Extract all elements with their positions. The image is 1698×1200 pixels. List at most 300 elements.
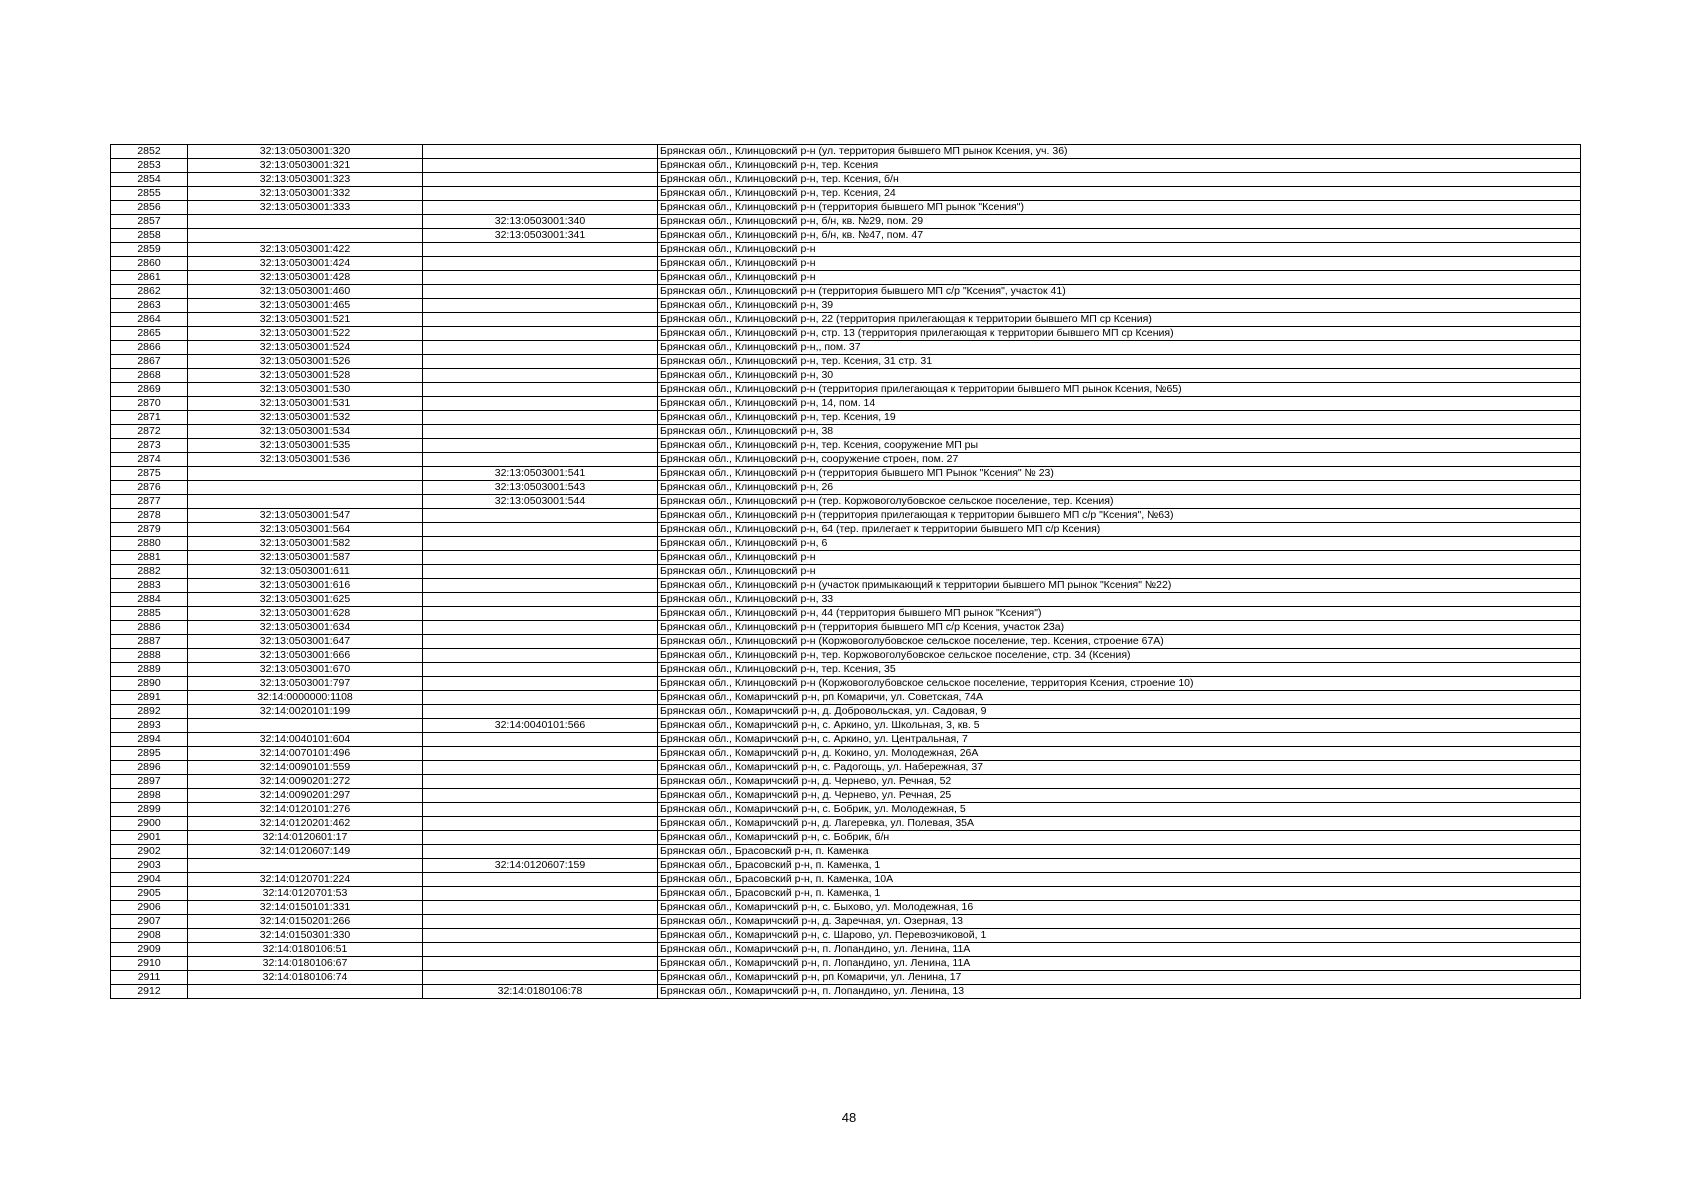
table-row [111,495,1581,509]
address-cell: Брянская обл., Комаричский р-н, рп Комаричи, ул. Советская, 74А [658,691,1581,705]
row-number-cell: 2857 [111,215,188,229]
address-cell: Брянская обл., Клинцовский р-н (территория бывшего МП с/р "Ксения", участок 41) [658,285,1581,299]
address-cell: Брянская обл., Клинцовский р-н [658,551,1581,565]
cadastral-number-cell: 32:14:0180106:67 [188,957,423,971]
row-number-cell: 2867 [111,355,188,369]
row-number-cell: 2873 [111,439,188,453]
cadastral-number-alt-cell [423,397,658,411]
cadastral-number-alt-cell [423,831,658,845]
row-number-cell: 2866 [111,341,188,355]
address-cell: Брянская обл., Клинцовский р-н,, пом. 37 [658,341,1581,355]
cadastral-number-alt-cell [423,943,658,957]
address-cell: Брянская обл., Клинцовский р-н, 6 [658,537,1581,551]
page-number: 48 [841,1110,857,1125]
cadastral-number-cell: 32:13:0503001:625 [188,593,423,607]
table-row [111,201,1581,215]
cadastral-number-alt-cell [423,243,658,257]
table-row [111,383,1581,397]
cadastral-number-alt-cell [423,285,658,299]
row-number-cell: 2854 [111,173,188,187]
table-row [111,327,1581,341]
address-cell: Брянская обл., Клинцовский р-н, 64 (тер. прилегает к территории бывшего МП с/р Ксения) [658,523,1581,537]
cadastral-number-cell: 32:14:0120607:149 [188,845,423,859]
address-cell: Брянская обл., Клинцовский р-н [658,243,1581,257]
cadastral-number-cell: 32:13:0503001:536 [188,453,423,467]
cadastral-number-cell: 32:13:0503001:582 [188,537,423,551]
cadastral-number-cell: 32:13:0503001:670 [188,663,423,677]
table-row [111,859,1581,873]
cadastral-number-cell: 32:13:0503001:428 [188,271,423,285]
row-number-cell: 2892 [111,705,188,719]
cadastral-table [110,144,1581,999]
table-row [111,719,1581,733]
table-row [111,397,1581,411]
table-row [111,355,1581,369]
cadastral-number-alt-cell: 32:13:0503001:544 [423,495,658,509]
cadastral-number-alt-cell [423,369,658,383]
cadastral-number-cell: 32:14:0000000:1108 [188,691,423,705]
table-row [111,789,1581,803]
address-cell: Брянская обл., Клинцовский р-н, тер. Ксения [658,159,1581,173]
cadastral-number-alt-cell [423,537,658,551]
table-row [111,691,1581,705]
address-cell: Брянская обл., Клинцовский р-н (тер. Коржовоголубовское сельское поселение, тер. Ксения) [658,495,1581,509]
cadastral-number-cell: 32:13:0503001:320 [188,145,423,159]
address-cell: Брянская обл., Брасовский р-н, п. Каменка, 1 [658,887,1581,901]
table-row [111,467,1581,481]
table-row [111,173,1581,187]
address-cell: Брянская обл., Клинцовский р-н (Коржовоголубовское сельское поселение, тер. Ксения, строение 67А) [658,635,1581,649]
row-number-cell: 2852 [111,145,188,159]
row-number-cell: 2886 [111,621,188,635]
cadastral-number-alt-cell [423,929,658,943]
row-number-cell: 2885 [111,607,188,621]
row-number-cell: 2853 [111,159,188,173]
address-cell: Брянская обл., Брасовский р-н, п. Каменка, 10А [658,873,1581,887]
address-cell: Брянская обл., Клинцовский р-н (территория бывшего МП рынок "Ксения") [658,201,1581,215]
table-row [111,705,1581,719]
row-number-cell: 2879 [111,523,188,537]
cadastral-number-alt-cell [423,607,658,621]
row-number-cell: 2869 [111,383,188,397]
row-number-cell: 2858 [111,229,188,243]
cadastral-number-cell: 32:13:0503001:628 [188,607,423,621]
address-cell: Брянская обл., Клинцовский р-н (участок примыкающий к территории бывшего МП рынок "Ксения" №22) [658,579,1581,593]
cadastral-number-cell: 32:13:0503001:535 [188,439,423,453]
row-number-cell: 2902 [111,845,188,859]
table-row [111,313,1581,327]
cadastral-number-cell [188,215,423,229]
cadastral-number-alt-cell [423,789,658,803]
table-row [111,369,1581,383]
cadastral-number-cell: 32:13:0503001:465 [188,299,423,313]
table-row [111,761,1581,775]
table-row [111,285,1581,299]
address-cell: Брянская обл., Комаричский р-н, с. Аркино, ул. Школьная, 3, кв. 5 [658,719,1581,733]
row-number-cell: 2901 [111,831,188,845]
row-number-cell: 2884 [111,593,188,607]
row-number-cell: 2876 [111,481,188,495]
table-row [111,803,1581,817]
row-number-cell: 2871 [111,411,188,425]
address-cell: Брянская обл., Клинцовский р-н, 38 [658,425,1581,439]
cadastral-number-cell: 32:13:0503001:333 [188,201,423,215]
table-row [111,845,1581,859]
table-row [111,411,1581,425]
cadastral-number-alt-cell [423,341,658,355]
cadastral-number-alt-cell [423,705,658,719]
row-number-cell: 2904 [111,873,188,887]
table-body [111,145,1581,999]
address-cell: Брянская обл., Комаричский р-н, п. Лопандино, ул. Ленина, 13 [658,985,1581,999]
row-number-cell: 2898 [111,789,188,803]
table-row [111,439,1581,453]
table-row [111,985,1581,999]
row-number-cell: 2907 [111,915,188,929]
address-cell: Брянская обл., Клинцовский р-н (территория прилегающая к территории бывшего МП с/р "Ксения", №63) [658,509,1581,523]
cadastral-number-cell [188,495,423,509]
cadastral-number-alt-cell [423,523,658,537]
cadastral-number-alt-cell [423,817,658,831]
table-row [111,215,1581,229]
cadastral-number-cell: 32:13:0503001:521 [188,313,423,327]
row-number-cell: 2861 [111,271,188,285]
cadastral-number-cell [188,467,423,481]
table-row [111,817,1581,831]
row-number-cell: 2880 [111,537,188,551]
cadastral-number-cell: 32:14:0020101:199 [188,705,423,719]
cadastral-number-alt-cell [423,691,658,705]
table-row [111,831,1581,845]
table-row [111,243,1581,257]
address-cell: Брянская обл., Брасовский р-н, п. Каменка, 1 [658,859,1581,873]
row-number-cell: 2859 [111,243,188,257]
row-number-cell: 2872 [111,425,188,439]
cadastral-number-cell: 32:13:0503001:587 [188,551,423,565]
table-row [111,159,1581,173]
cadastral-number-alt-cell [423,649,658,663]
cadastral-number-cell: 32:13:0503001:531 [188,397,423,411]
row-number-cell: 2877 [111,495,188,509]
cadastral-number-alt-cell [423,747,658,761]
row-number-cell: 2855 [111,187,188,201]
row-number-cell: 2865 [111,327,188,341]
row-number-cell: 2883 [111,579,188,593]
address-cell: Брянская обл., Комаричский р-н, с. Радогощь, ул. Набережная, 37 [658,761,1581,775]
table-row [111,271,1581,285]
row-number-cell: 2897 [111,775,188,789]
row-number-cell: 2882 [111,565,188,579]
address-cell: Брянская обл., Клинцовский р-н (ул. территория бывшего МП рынок Ксения, уч. 36) [658,145,1581,159]
table-row [111,523,1581,537]
cadastral-number-cell: 32:14:0120201:462 [188,817,423,831]
table-row [111,747,1581,761]
cadastral-number-alt-cell: 32:13:0503001:543 [423,481,658,495]
row-number-cell: 2893 [111,719,188,733]
cadastral-number-cell: 32:13:0503001:422 [188,243,423,257]
cadastral-number-cell: 32:14:0040101:604 [188,733,423,747]
table-row [111,299,1581,313]
address-cell: Брянская обл., Клинцовский р-н, б/н, кв. №47, пом. 47 [658,229,1581,243]
table-row [111,621,1581,635]
row-number-cell: 2911 [111,971,188,985]
cadastral-number-alt-cell [423,299,658,313]
cadastral-number-alt-cell: 32:13:0503001:340 [423,215,658,229]
address-cell: Брянская обл., Клинцовский р-н, тер. Ксения, 19 [658,411,1581,425]
address-cell: Брянская обл., Комаричский р-н, д. Чернево, ул. Речная, 52 [658,775,1581,789]
table-row [111,509,1581,523]
row-number-cell: 2878 [111,509,188,523]
address-cell: Брянская обл., Клинцовский р-н [658,565,1581,579]
cadastral-number-alt-cell [423,901,658,915]
table-row [111,579,1581,593]
table-row [111,957,1581,971]
row-number-cell: 2888 [111,649,188,663]
cadastral-number-alt-cell [423,887,658,901]
address-cell: Брянская обл., Клинцовский р-н, 33 [658,593,1581,607]
cadastral-number-cell: 32:14:0090201:297 [188,789,423,803]
cadastral-number-cell [188,985,423,999]
row-number-cell: 2906 [111,901,188,915]
address-cell: Брянская обл., Комаричский р-н, рп Комаричи, ул. Ленина, 17 [658,971,1581,985]
cadastral-number-alt-cell [423,733,658,747]
address-cell: Брянская обл., Клинцовский р-н, тер. Ксения, 35 [658,663,1581,677]
cadastral-number-alt-cell [423,509,658,523]
cadastral-number-cell: 32:13:0503001:321 [188,159,423,173]
table-row [111,649,1581,663]
cadastral-number-alt-cell [423,173,658,187]
row-number-cell: 2910 [111,957,188,971]
cadastral-number-cell: 32:13:0503001:528 [188,369,423,383]
table-row [111,425,1581,439]
address-cell: Брянская обл., Клинцовский р-н, 30 [658,369,1581,383]
cadastral-number-alt-cell [423,873,658,887]
cadastral-number-alt-cell [423,425,658,439]
table-row [111,453,1581,467]
cadastral-number-alt-cell [423,915,658,929]
cadastral-number-alt-cell [423,761,658,775]
address-cell: Брянская обл., Клинцовский р-н, 14, пом. 14 [658,397,1581,411]
cadastral-number-alt-cell [423,313,658,327]
table-row [111,607,1581,621]
address-cell: Брянская обл., Клинцовский р-н, тер. Коржовоголубовское сельское поселение, стр. 34 (Ксения) [658,649,1581,663]
address-cell: Брянская обл., Клинцовский р-н [658,271,1581,285]
cadastral-number-alt-cell [423,439,658,453]
cadastral-number-cell: 32:13:0503001:424 [188,257,423,271]
cadastral-number-alt-cell [423,635,658,649]
cadastral-number-cell: 32:13:0503001:323 [188,173,423,187]
cadastral-number-cell: 32:14:0150201:266 [188,915,423,929]
row-number-cell: 2856 [111,201,188,215]
row-number-cell: 2860 [111,257,188,271]
cadastral-number-cell: 32:13:0503001:564 [188,523,423,537]
row-number-cell: 2864 [111,313,188,327]
address-cell: Брянская обл., Комаричский р-н, с. Быхово, ул. Молодежная, 16 [658,901,1581,915]
table-row [111,481,1581,495]
cadastral-number-cell: 32:14:0150301:330 [188,929,423,943]
row-number-cell: 2903 [111,859,188,873]
cadastral-number-alt-cell [423,677,658,691]
row-number-cell: 2891 [111,691,188,705]
cadastral-number-cell: 32:14:0120601:17 [188,831,423,845]
cadastral-number-alt-cell [423,971,658,985]
row-number-cell: 2908 [111,929,188,943]
row-number-cell: 2894 [111,733,188,747]
address-cell: Брянская обл., Клинцовский р-н [658,257,1581,271]
row-number-cell: 2887 [111,635,188,649]
table-row [111,943,1581,957]
cadastral-number-cell: 32:13:0503001:532 [188,411,423,425]
table-row [111,257,1581,271]
address-cell: Брянская обл., Клинцовский р-н (территория бывшего МП с/р Ксения, участок 23а) [658,621,1581,635]
cadastral-number-cell: 32:13:0503001:460 [188,285,423,299]
table-row [111,901,1581,915]
cadastral-number-alt-cell [423,621,658,635]
table-row [111,733,1581,747]
cadastral-number-alt-cell: 32:13:0503001:341 [423,229,658,243]
cadastral-number-cell: 32:13:0503001:526 [188,355,423,369]
row-number-cell: 2909 [111,943,188,957]
table-row [111,915,1581,929]
cadastral-number-cell: 32:13:0503001:611 [188,565,423,579]
row-number-cell: 2905 [111,887,188,901]
row-number-cell: 2889 [111,663,188,677]
cadastral-number-alt-cell [423,271,658,285]
cadastral-number-alt-cell: 32:14:0120607:159 [423,859,658,873]
cadastral-number-cell: 32:14:0090101:559 [188,761,423,775]
cadastral-number-cell: 32:13:0503001:666 [188,649,423,663]
cadastral-number-cell: 32:14:0120101:276 [188,803,423,817]
cadastral-number-cell: 32:14:0150101:331 [188,901,423,915]
row-number-cell: 2900 [111,817,188,831]
cadastral-number-cell: 32:13:0503001:332 [188,187,423,201]
cadastral-number-cell: 32:13:0503001:547 [188,509,423,523]
cadastral-number-alt-cell: 32:14:0180106:78 [423,985,658,999]
row-number-cell: 2899 [111,803,188,817]
cadastral-number-alt-cell [423,453,658,467]
cadastral-number-alt-cell [423,145,658,159]
address-cell: Брянская обл., Комаричский р-н, д. Чернево, ул. Речная, 25 [658,789,1581,803]
cadastral-number-cell: 32:13:0503001:634 [188,621,423,635]
address-cell: Брянская обл., Комаричский р-н, д. Кокино, ул. Молодежная, 26А [658,747,1581,761]
address-cell: Брянская обл., Комаричский р-н, д. Лагеревка, ул. Полевая, 35А [658,817,1581,831]
address-cell: Брянская обл., Клинцовский р-н, тер. Ксения, 31 стр. 31 [658,355,1581,369]
cadastral-number-alt-cell [423,565,658,579]
address-cell: Брянская обл., Клинцовский р-н, 39 [658,299,1581,313]
cadastral-number-alt-cell [423,663,658,677]
address-cell: Брянская обл., Клинцовский р-н, тер. Ксения, 24 [658,187,1581,201]
cadastral-number-alt-cell [423,187,658,201]
cadastral-number-cell: 32:14:0090201:272 [188,775,423,789]
cadastral-number-alt-cell [423,327,658,341]
row-number-cell: 2874 [111,453,188,467]
cadastral-number-cell: 32:13:0503001:530 [188,383,423,397]
table-row [111,663,1581,677]
row-number-cell: 2881 [111,551,188,565]
cadastral-number-alt-cell [423,803,658,817]
address-cell: Брянская обл., Клинцовский р-н, тер. Ксения, б/н [658,173,1581,187]
cadastral-number-alt-cell [423,775,658,789]
address-cell: Брянская обл., Комаричский р-н, д. Добровольская, ул. Садовая, 9 [658,705,1581,719]
cadastral-number-alt-cell [423,201,658,215]
cadastral-number-cell: 32:14:0180106:74 [188,971,423,985]
cadastral-number-cell: 32:13:0503001:797 [188,677,423,691]
table-row [111,971,1581,985]
address-cell: Брянская обл., Комаричский р-н, с. Бобрик, б/н [658,831,1581,845]
address-cell: Брянская обл., Комаричский р-н, с. Аркино, ул. Центральная, 7 [658,733,1581,747]
address-cell: Брянская обл., Комаричский р-н, д. Заречная, ул. Озерная, 13 [658,915,1581,929]
cadastral-number-alt-cell [423,411,658,425]
address-cell: Брянская обл., Клинцовский р-н, 44 (территория бывшего МП рынок "Ксения") [658,607,1581,621]
cadastral-number-cell: 32:14:0120701:53 [188,887,423,901]
row-number-cell: 2896 [111,761,188,775]
cadastral-number-cell: 32:13:0503001:534 [188,425,423,439]
cadastral-number-cell: 32:14:0070101:496 [188,747,423,761]
table-row [111,593,1581,607]
table-row [111,537,1581,551]
table-row [111,187,1581,201]
row-number-cell: 2868 [111,369,188,383]
row-number-cell: 2863 [111,299,188,313]
row-number-cell: 2890 [111,677,188,691]
address-cell: Брянская обл., Клинцовский р-н, сооружение строен, пом. 27 [658,453,1581,467]
table-row [111,929,1581,943]
table-row [111,677,1581,691]
address-cell: Брянская обл., Комаричский р-н, п. Лопандино, ул. Ленина, 11А [658,943,1581,957]
row-number-cell: 2895 [111,747,188,761]
cadastral-number-alt-cell [423,383,658,397]
cadastral-number-cell [188,719,423,733]
address-cell: Брянская обл., Комаричский р-н, с. Шарово, ул. Перевозчиковой, 1 [658,929,1581,943]
cadastral-number-alt-cell: 32:14:0040101:566 [423,719,658,733]
table-row [111,887,1581,901]
address-cell: Брянская обл., Комаричский р-н, с. Бобрик, ул. Молодежная, 5 [658,803,1581,817]
cadastral-number-cell: 32:14:0180106:51 [188,943,423,957]
cadastral-number-alt-cell [423,593,658,607]
table-row [111,873,1581,887]
address-cell: Брянская обл., Брасовский р-н, п. Каменка [658,845,1581,859]
row-number-cell: 2862 [111,285,188,299]
table-row [111,229,1581,243]
address-cell: Брянская обл., Клинцовский р-н (территория бывшего МП Рынок "Ксения" № 23) [658,467,1581,481]
cadastral-number-cell [188,229,423,243]
table-row [111,775,1581,789]
table-row [111,145,1581,159]
cadastral-number-alt-cell: 32:13:0503001:541 [423,467,658,481]
cadastral-number-alt-cell [423,355,658,369]
row-number-cell: 2912 [111,985,188,999]
address-cell: Брянская обл., Клинцовский р-н (Коржовоголубовское сельское поселение, территория Ксения, строение 10) [658,677,1581,691]
address-cell: Брянская обл., Клинцовский р-н, тер. Ксения, сооружение МП ры [658,439,1581,453]
cadastral-number-cell: 32:13:0503001:616 [188,579,423,593]
table-row [111,565,1581,579]
cadastral-number-cell: 32:14:0120701:224 [188,873,423,887]
address-cell: Брянская обл., Комаричский р-н, п. Лопандино, ул. Ленина, 11А [658,957,1581,971]
cadastral-number-alt-cell [423,845,658,859]
address-cell: Брянская обл., Клинцовский р-н, 22 (территория прилегающая к территории бывшего МП ср Ксения) [658,313,1581,327]
address-cell: Брянская обл., Клинцовский р-н, б/н, кв. №29, пом. 29 [658,215,1581,229]
cadastral-number-alt-cell [423,257,658,271]
address-cell: Брянская обл., Клинцовский р-н, 26 [658,481,1581,495]
address-cell: Брянская обл., Клинцовский р-н (территория прилегающая к территории бывшего МП рынок Ксения, №65) [658,383,1581,397]
table-row [111,341,1581,355]
cadastral-number-cell: 32:13:0503001:524 [188,341,423,355]
cadastral-number-alt-cell [423,957,658,971]
address-cell: Брянская обл., Клинцовский р-н, стр. 13 (территория прилегающая к территории бывшего МП ср Ксения) [658,327,1581,341]
cadastral-number-cell [188,481,423,495]
cadastral-number-cell: 32:13:0503001:647 [188,635,423,649]
table-row [111,635,1581,649]
